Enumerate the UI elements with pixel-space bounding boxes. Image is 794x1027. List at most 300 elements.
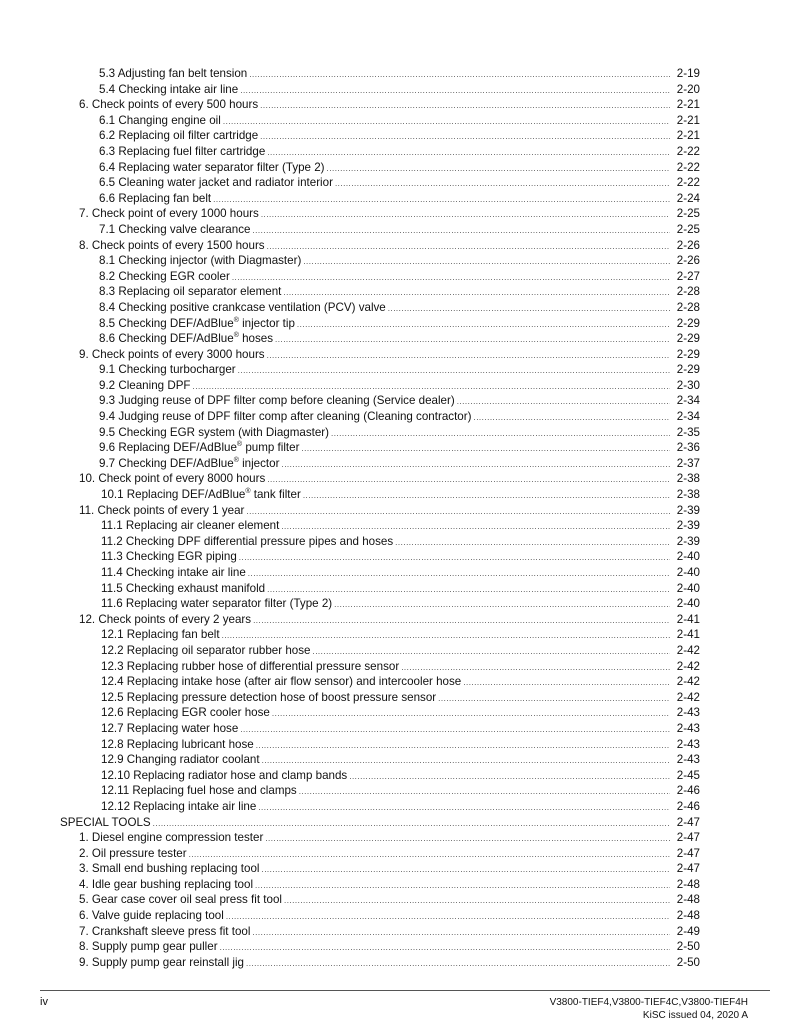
- toc-entry-title-text: 12.2 Replacing oil separator rubber hose: [101, 643, 311, 657]
- toc-entry-page: 2-47: [676, 846, 700, 860]
- toc-entry-page: 2-47: [676, 815, 700, 829]
- toc-entry[interactable]: [60, 674, 700, 690]
- toc-entry-title-text: 4. Idle gear bushing replacing tool: [79, 877, 254, 891]
- toc-entry-page: 2-34: [676, 410, 700, 424]
- toc-entry-title-text: 8.1 Checking injector (with Diagmaster): [99, 254, 302, 268]
- toc-entry[interactable]: [60, 128, 700, 144]
- registered-mark: ®: [233, 456, 239, 464]
- toc-entry-page: 2-47: [676, 862, 700, 876]
- toc-entry-page: 2-38: [676, 472, 700, 486]
- toc-entry-title: [101, 690, 436, 706]
- toc-entry[interactable]: [60, 737, 700, 753]
- toc-entry-title: [99, 222, 250, 238]
- toc-entry-title: [101, 659, 399, 675]
- toc-entry[interactable]: [60, 284, 700, 300]
- toc-entry-title: [101, 721, 238, 737]
- dot-leader: [301, 441, 670, 457]
- dot-leader: [473, 410, 670, 426]
- toc-entry-title-text: 5. Gear case cover oil seal press fit tool: [79, 893, 282, 907]
- toc-entry-title: [79, 97, 258, 113]
- registered-mark: ®: [236, 441, 243, 449]
- toc-entry-title: [101, 783, 297, 799]
- toc-entry[interactable]: [60, 908, 700, 924]
- toc-entry-title: [101, 565, 246, 581]
- footer-divider: [40, 990, 770, 991]
- toc-entry-title: [99, 331, 273, 347]
- toc-entry[interactable]: [60, 113, 700, 129]
- toc-entry-title-text: 9.5 Checking EGR system (with Diagmaster): [99, 425, 330, 439]
- toc-entry-page: 2-25: [676, 207, 700, 221]
- toc-entry[interactable]: [60, 830, 700, 846]
- dot-leader: [334, 597, 670, 613]
- toc-entry-title-text: SPECIAL TOOLS: [60, 815, 151, 829]
- toc-entry-title-text: 12.4 Replacing intake hose (after air flow sensor) and intercooler hose: [101, 675, 462, 689]
- toc-entry-page: 2-40: [676, 581, 700, 595]
- dot-leader: [255, 878, 670, 894]
- toc-entry[interactable]: [60, 425, 700, 441]
- toc-entry-title: [101, 643, 310, 659]
- dot-leader: [240, 83, 670, 99]
- issue-date: KiSC issued 04, 2020 A: [642, 1010, 748, 1021]
- dot-leader: [272, 706, 670, 722]
- dot-leader: [220, 940, 670, 956]
- toc-entry-title-text: 5.3 Adjusting fan belt tension: [99, 67, 248, 80]
- toc-entry-title: [99, 456, 279, 472]
- toc-entry[interactable]: [60, 82, 700, 98]
- toc-entry-title-text: 11.6 Replacing water separator filter (Type 2): [101, 597, 333, 611]
- toc-entry-page: 2-30: [676, 378, 700, 392]
- toc-entry-title: [79, 846, 187, 862]
- toc-entry-title: [79, 939, 218, 955]
- toc-entry-title-text: 9.1 Checking turbocharger: [99, 363, 236, 377]
- toc-entry-title-text: 12. Check points of every 2 years: [79, 612, 252, 626]
- dot-leader: [457, 394, 670, 410]
- toc-entry-title: [79, 612, 251, 628]
- toc-entry-title: [99, 66, 247, 82]
- toc-entry-title-text: 10. Check point of every 8000 hours: [79, 472, 266, 486]
- toc-entry-title-text: 1. Diesel engine compression tester: [79, 831, 264, 845]
- toc-entry-title-text: 7. Crankshaft sleeve press fit tool: [79, 924, 251, 938]
- toc-entry-title-text: 8.2 Checking EGR cooler: [99, 269, 230, 283]
- toc-entry-page: 2-26: [676, 238, 700, 252]
- toc-entry-title-text: 8. Check points of every 1500 hours: [79, 238, 265, 252]
- toc-entry-title-text: 9.2 Cleaning DPF: [99, 378, 191, 392]
- toc-entry[interactable]: [60, 924, 700, 940]
- model-list: V3800-TIEF4,V3800-TIEF4C,V3800-TIEF4H: [549, 997, 748, 1008]
- toc-entry[interactable]: [60, 690, 700, 706]
- toc-entry-title-text: 11.2 Checking DPF differential pressure pipes and hoses: [101, 534, 394, 548]
- dot-leader: [303, 488, 670, 504]
- toc-entry-title-text: 12.9 Changing radiator coolant: [101, 753, 260, 767]
- toc-entry[interactable]: [60, 596, 700, 612]
- toc-entry-title-text: 6.1 Changing engine oil: [99, 113, 221, 127]
- toc-entry[interactable]: [60, 627, 700, 643]
- dot-leader: [246, 956, 670, 972]
- toc-entry-title-text: 9.3 Judging reuse of DPF filter comp before cleaning (Service dealer): [99, 394, 455, 408]
- toc-entry-title: [79, 955, 244, 971]
- toc-entry-title: [79, 924, 250, 940]
- toc-entry[interactable]: [60, 487, 700, 503]
- toc-entry-title-text: 8.4 Checking positive crankcase ventilation (PCV) valve: [99, 300, 386, 314]
- dot-leader: [463, 675, 670, 691]
- toc-entry[interactable]: [60, 393, 700, 409]
- toc-entry[interactable]: [60, 892, 700, 908]
- toc-entry-title-text: 9. Supply pump gear reinstall jig: [79, 955, 244, 969]
- toc-entry-title: [99, 362, 236, 378]
- toc-entry[interactable]: [60, 222, 700, 238]
- toc-entry[interactable]: [60, 565, 700, 581]
- toc-entry[interactable]: [60, 518, 700, 534]
- toc-entry-page: 2-19: [676, 67, 700, 80]
- toc-entry-title-text: 3. Small end bushing replacing tool: [79, 862, 260, 876]
- toc-entry-title: [99, 300, 386, 316]
- toc-entry[interactable]: [60, 752, 700, 768]
- toc-entry[interactable]: [60, 331, 700, 347]
- dot-leader: [261, 207, 670, 223]
- toc-entry-page: 2-48: [676, 877, 700, 891]
- toc-entry-title-text: 12.5 Replacing pressure detection hose of boost pressure sensor: [101, 690, 437, 704]
- toc-entry-title-text: 12.11 Replacing fuel hose and clamps: [101, 784, 297, 798]
- toc-entry-page: 2-29: [676, 363, 700, 377]
- dot-leader: [267, 582, 670, 598]
- dot-leader: [267, 239, 670, 255]
- toc-entry-title-text: 11.5 Checking exhaust manifold: [101, 581, 266, 595]
- toc-entry-page: 2-25: [676, 222, 700, 236]
- toc-entry[interactable]: [60, 347, 700, 363]
- toc-entry-title-text: 6.6 Replacing fan belt: [99, 191, 212, 205]
- toc-entry-page: 2-28: [676, 285, 700, 299]
- toc-entry-page: 2-41: [676, 612, 700, 626]
- toc-entry-title: [99, 82, 238, 98]
- dot-leader: [153, 816, 670, 832]
- dot-leader: [213, 192, 670, 208]
- toc-entry[interactable]: [60, 549, 700, 565]
- toc-entry-title-text: 12.8 Replacing lubricant hose: [101, 737, 254, 751]
- toc-entry-title-text: 10.1 Replacing DEF/AdBlue: [101, 488, 246, 502]
- toc-entry-title: [101, 752, 260, 768]
- toc-entry-page: 2-43: [676, 753, 700, 767]
- dot-leader: [281, 457, 670, 473]
- toc-entry-page: 2-48: [676, 909, 700, 923]
- toc-entry-page: 2-21: [676, 113, 700, 127]
- toc-entry-page: 2-40: [676, 566, 700, 579]
- toc-entry[interactable]: [60, 581, 700, 597]
- toc-entry-title: [99, 253, 301, 269]
- dot-leader: [331, 426, 670, 442]
- toc-entry[interactable]: [60, 877, 700, 893]
- dot-leader: [222, 628, 670, 644]
- dot-leader: [256, 738, 670, 754]
- toc-entry[interactable]: [60, 253, 700, 269]
- toc-entry-title-suffix: injector tip: [238, 316, 295, 330]
- dot-leader: [395, 535, 670, 551]
- toc-entry[interactable]: [60, 705, 700, 721]
- toc-entry-page: 2-50: [676, 940, 700, 954]
- dot-leader: [258, 800, 670, 816]
- dot-leader: [265, 831, 670, 847]
- toc-entry[interactable]: [60, 955, 700, 971]
- toc-entry[interactable]: [60, 378, 700, 394]
- dot-leader: [189, 847, 670, 863]
- toc-entry-page: 2-42: [676, 659, 700, 673]
- toc-entry-page: 2-37: [676, 456, 700, 470]
- toc-entry-title-text: 11.3 Checking EGR piping: [101, 550, 237, 564]
- toc-entry-page: 2-28: [676, 300, 700, 314]
- dot-leader: [262, 753, 670, 769]
- toc-entry-page: 2-47: [676, 831, 700, 845]
- dot-leader: [239, 550, 670, 566]
- toc-entry-title-text: 8.3 Replacing oil separator element: [99, 285, 282, 299]
- toc-entry-page: 2-42: [676, 690, 700, 704]
- toc-entry-page: 2-22: [676, 176, 700, 190]
- toc-entry-page: 2-43: [676, 737, 700, 751]
- toc-entry[interactable]: [60, 269, 700, 285]
- toc-entry[interactable]: [60, 534, 700, 550]
- toc-entry[interactable]: [60, 456, 700, 472]
- toc-entry-page: 2-46: [676, 799, 700, 813]
- toc-entry-title-suffix: injector: [238, 456, 280, 470]
- dot-leader: [275, 332, 670, 348]
- toc-entry-page: 2-27: [676, 269, 700, 283]
- toc-entry-title: [101, 487, 301, 503]
- toc-entry-title-text: 11.1 Replacing air cleaner element: [101, 519, 280, 533]
- dot-leader: [284, 893, 670, 909]
- toc-entry[interactable]: [60, 206, 700, 222]
- toc-entry-title: [99, 128, 258, 144]
- toc-entry[interactable]: [60, 409, 700, 425]
- toc-entry-title: [99, 409, 471, 425]
- dot-leader: [252, 223, 670, 239]
- dot-leader: [349, 769, 670, 785]
- toc-entry[interactable]: [60, 768, 700, 784]
- toc-entry-title: [99, 113, 221, 129]
- toc-entry-title: [101, 534, 393, 550]
- toc-entry-page: 2-29: [676, 316, 700, 330]
- toc-entry-page: 2-22: [676, 160, 700, 174]
- toc-entry[interactable]: [60, 471, 700, 487]
- toc-entry[interactable]: [60, 191, 700, 207]
- toc-entry-page: 2-50: [676, 955, 700, 969]
- toc-entry-title: [101, 737, 254, 753]
- toc-entry-page: 2-43: [676, 706, 700, 720]
- toc-entry-title-text: 11.4 Checking intake air line: [101, 566, 246, 579]
- dot-leader: [312, 644, 670, 660]
- toc-entry-page: 2-43: [676, 721, 700, 735]
- dot-leader: [401, 660, 670, 676]
- toc-entry-page: 2-39: [676, 519, 700, 533]
- toc-entry-page: 2-41: [676, 628, 700, 642]
- toc-entry-title-text: 6. Valve guide replacing tool: [79, 909, 224, 923]
- toc-entry-page: 2-26: [676, 254, 700, 268]
- toc-entry-title-text: 5.4 Checking intake air line: [99, 82, 239, 96]
- toc-entry-title: [99, 160, 325, 176]
- toc-entry-title-text: 12.6 Replacing EGR cooler hose: [101, 706, 270, 720]
- toc-entry[interactable]: [60, 643, 700, 659]
- toc-entry[interactable]: [60, 300, 700, 316]
- toc-entry[interactable]: [60, 783, 700, 799]
- toc-entry-page: 2-39: [676, 503, 700, 517]
- toc-entry-title-text: 8.5 Checking DEF/AdBlue: [99, 316, 234, 330]
- toc-entry[interactable]: [60, 316, 700, 332]
- toc-entry-page: 2-49: [676, 924, 700, 938]
- toc-entry[interactable]: [60, 175, 700, 191]
- toc-entry-title-text: 9.4 Judging reuse of DPF filter comp after cleaning (Cleaning contractor): [99, 410, 472, 424]
- toc-entry-title-text: 6. Check points of every 500 hours: [79, 98, 259, 112]
- dot-leader: [223, 114, 670, 130]
- toc-entry-title-text: 9. Check points of every 3000 hours: [79, 347, 265, 361]
- registered-mark: ®: [245, 488, 251, 496]
- toc-entry-title-text: 6.3 Replacing fuel filter cartridge: [99, 144, 266, 158]
- dot-leader: [327, 161, 670, 177]
- toc-entry-title: [60, 815, 151, 831]
- registered-mark: ®: [233, 332, 239, 340]
- toc-entry-title-text: 12.10 Replacing radiator hose and clamp bands: [101, 768, 348, 782]
- toc-entry-page: 2-42: [676, 643, 700, 657]
- dot-leader: [232, 270, 670, 286]
- dot-leader: [297, 317, 670, 333]
- toc-entry[interactable]: [60, 721, 700, 737]
- dot-leader: [267, 348, 670, 364]
- toc-entry[interactable]: [60, 846, 700, 862]
- toc-entry-title: [101, 705, 270, 721]
- toc-entry[interactable]: [60, 160, 700, 176]
- dot-leader: [193, 379, 670, 395]
- toc-entry[interactable]: [60, 144, 700, 160]
- toc-entry-title-text: 11. Check points of every 1 year: [79, 503, 245, 517]
- page-number: iv: [40, 996, 48, 1008]
- toc-entry-page: 2-45: [676, 768, 700, 782]
- dot-leader: [252, 925, 670, 941]
- toc-entry-title: [79, 892, 282, 908]
- footer-info: [550, 996, 748, 1022]
- toc-entry-page: 2-36: [676, 441, 700, 455]
- dot-leader: [248, 566, 670, 582]
- toc-entry[interactable]: [60, 97, 700, 113]
- dot-leader: [249, 67, 670, 83]
- toc-entry-page: 2-46: [676, 784, 700, 798]
- toc-entry-title: [99, 378, 191, 394]
- dot-leader: [261, 862, 670, 878]
- dot-leader: [388, 301, 670, 317]
- toc-entry-page: 2-39: [676, 534, 700, 548]
- toc-entry-page: 2-38: [676, 488, 700, 502]
- toc-entry[interactable]: [60, 799, 700, 815]
- dot-leader: [260, 98, 670, 114]
- toc-entry-title-suffix: tank filter: [250, 488, 301, 502]
- toc-entry-title-text: 6.5 Cleaning water jacket and radiator interior: [99, 176, 333, 190]
- dot-leader: [267, 472, 670, 488]
- toc-entry-title: [79, 206, 259, 222]
- toc-entry-title-text: 12.1 Replacing fan belt: [101, 628, 220, 642]
- toc-entry-title: [101, 799, 256, 815]
- dot-leader: [226, 909, 670, 925]
- toc-entry-page: 2-22: [676, 144, 700, 158]
- toc-entry-title: [79, 830, 263, 846]
- dot-leader: [253, 613, 670, 629]
- dot-leader: [299, 784, 670, 800]
- dot-leader: [246, 504, 670, 520]
- toc-entry-title-text: 6.2 Replacing oil filter cartridge: [99, 129, 259, 143]
- toc-entry[interactable]: [60, 238, 700, 254]
- toc-entry-title: [101, 596, 332, 612]
- toc-entry-title: [101, 581, 265, 597]
- table-of-contents: [60, 66, 700, 970]
- toc-entry-title: [79, 503, 244, 519]
- toc-entry-title: [99, 316, 295, 332]
- toc-entry-page: 2-20: [676, 82, 700, 96]
- toc-entry-title: [101, 549, 237, 565]
- toc-entry-page: 2-35: [676, 425, 700, 439]
- toc-entry-title-suffix: hoses: [238, 332, 274, 346]
- toc-entry-page: 2-40: [676, 597, 700, 611]
- toc-entry-title: [79, 877, 253, 893]
- toc-entry-title: [99, 284, 281, 300]
- toc-entry-page: 2-21: [676, 129, 700, 143]
- toc-entry-title: [101, 518, 279, 534]
- toc-entry-page: 2-34: [676, 394, 700, 408]
- toc-entry-title: [99, 440, 299, 456]
- toc-entry[interactable]: [60, 503, 700, 519]
- toc-entry[interactable]: [60, 939, 700, 955]
- toc-entry-title-text: 12.3 Replacing rubber hose of differential pressure sensor: [101, 659, 400, 673]
- toc-entry-title: [79, 238, 265, 254]
- toc-entry-title-suffix: pump filter: [242, 441, 300, 455]
- toc-entry[interactable]: [60, 815, 700, 831]
- toc-entry[interactable]: [60, 362, 700, 378]
- dot-leader: [281, 519, 670, 535]
- dot-leader: [240, 722, 670, 738]
- dot-leader: [260, 129, 670, 145]
- toc-entry[interactable]: [60, 440, 700, 456]
- toc-entry-title: [79, 861, 259, 877]
- toc-entry-page: 2-24: [676, 191, 700, 205]
- toc-entry-page: 2-40: [676, 550, 700, 564]
- toc-entry-title-text: 2. Oil pressure tester: [79, 846, 187, 860]
- toc-entry-title: [101, 674, 461, 690]
- toc-entry-title: [99, 393, 455, 409]
- toc-entry-title: [79, 908, 224, 924]
- toc-entry-title: [79, 471, 265, 487]
- toc-entry-title-text: 7. Check point of every 1000 hours: [79, 207, 259, 221]
- toc-entry[interactable]: [60, 66, 700, 82]
- toc-entry-title: [99, 175, 333, 191]
- toc-entry-page: 2-29: [676, 347, 700, 361]
- dot-leader: [267, 145, 670, 161]
- toc-entry-title-text: 8.6 Checking DEF/AdBlue: [99, 332, 234, 346]
- toc-entry[interactable]: [60, 861, 700, 877]
- toc-entry-title-text: 8. Supply pump gear puller: [79, 940, 218, 954]
- toc-entry-title: [101, 627, 220, 643]
- toc-entry-page: 2-29: [676, 332, 700, 346]
- toc-entry-page: 2-21: [676, 98, 700, 112]
- toc-entry-title: [101, 768, 347, 784]
- toc-entry[interactable]: [60, 612, 700, 628]
- toc-entry-title-text: 12.12 Replacing intake air line: [101, 799, 257, 813]
- toc-entry-title: [99, 425, 329, 441]
- dot-leader: [238, 363, 670, 379]
- dot-leader: [283, 285, 670, 301]
- dot-leader: [303, 254, 670, 270]
- toc-entry-page: 2-48: [676, 893, 700, 907]
- dot-leader: [335, 176, 670, 192]
- toc-entry-title-text: 6.4 Replacing water separator filter (Type 2): [99, 160, 325, 174]
- toc-entry-title-text: 7.1 Checking valve clearance: [99, 222, 251, 236]
- toc-entry-title: [79, 347, 265, 363]
- toc-entry-title: [99, 269, 230, 285]
- toc-entry[interactable]: [60, 659, 700, 675]
- toc-entry-title-text: 9.6 Replacing DEF/AdBlue: [99, 441, 237, 455]
- toc-entry-title-text: 12.7 Replacing water hose: [101, 721, 239, 735]
